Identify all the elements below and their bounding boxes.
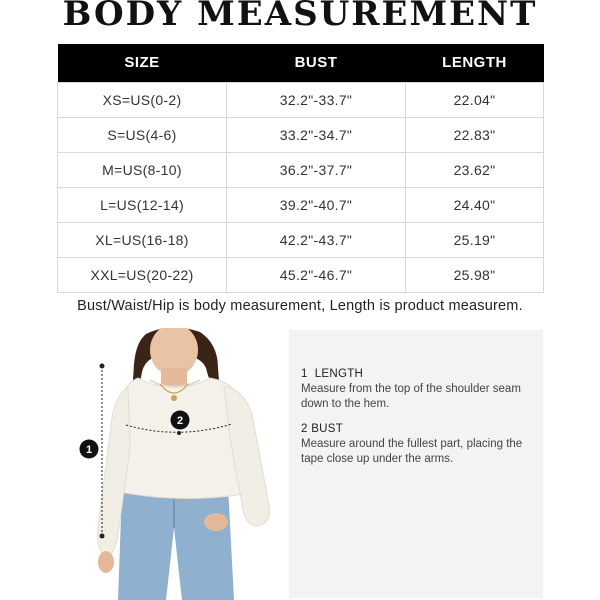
model-jeans bbox=[118, 486, 234, 600]
cell-size: XL=US(16-18) bbox=[58, 222, 227, 257]
guide-bust-heading bbox=[301, 422, 533, 437]
guide-bust bbox=[301, 422, 533, 467]
model-left-hand bbox=[98, 551, 114, 573]
cell-bust: 32.2"-33.7" bbox=[227, 82, 406, 117]
guide-length-heading bbox=[301, 367, 533, 382]
cell-length: 25.19" bbox=[406, 222, 544, 257]
cell-size: XXL=US(20-22) bbox=[58, 257, 227, 292]
header-length: LENGTH bbox=[406, 44, 544, 82]
table-row bbox=[58, 117, 544, 152]
table-row bbox=[58, 152, 544, 187]
guide-bust-label: BUST bbox=[311, 423, 344, 435]
cell-size: S=US(4-6) bbox=[58, 117, 227, 152]
header-size: SIZE bbox=[58, 44, 227, 82]
measurement-guide-panel bbox=[289, 330, 543, 598]
bust-center-dot bbox=[177, 431, 181, 435]
cell-bust: 39.2"-40.7" bbox=[227, 187, 406, 222]
table-row bbox=[58, 187, 544, 222]
table-header-row bbox=[58, 44, 544, 82]
guide-bust-number: 2 bbox=[301, 423, 308, 435]
guide-length bbox=[301, 367, 533, 412]
model-measurement-illustration bbox=[60, 328, 290, 600]
model-right-hand bbox=[204, 513, 228, 531]
guide-length-description: Measure from the top of the shoulder seam down to the hem. bbox=[301, 383, 521, 410]
cell-bust: 42.2"-43.7" bbox=[227, 222, 406, 257]
cell-bust: 36.2"-37.7" bbox=[227, 152, 406, 187]
cell-length: 22.04" bbox=[406, 82, 544, 117]
table-row bbox=[58, 82, 544, 117]
header-bust: BUST bbox=[227, 44, 406, 82]
cell-bust: 33.2"-34.7" bbox=[227, 117, 406, 152]
table-row bbox=[58, 222, 544, 257]
page-title: BODY MEASUREMENT bbox=[62, 0, 538, 34]
cell-size: M=US(8-10) bbox=[58, 152, 227, 187]
cell-length: 23.62" bbox=[406, 152, 544, 187]
cell-size: XS=US(0-2) bbox=[58, 82, 227, 117]
length-bottom-dot bbox=[100, 534, 105, 539]
cell-size: L=US(12-14) bbox=[58, 187, 227, 222]
guide-length-number: 1 bbox=[301, 368, 308, 380]
necklace-pendant bbox=[171, 395, 177, 401]
table-row bbox=[58, 257, 544, 292]
guide-length-label: LENGTH bbox=[314, 368, 364, 380]
cell-length: 24.40" bbox=[406, 187, 544, 222]
cell-length: 25.98" bbox=[406, 257, 544, 292]
guide-bust-description: Measure around the fullest part, placing the tape close up under the arms. bbox=[301, 438, 523, 465]
size-chart-table bbox=[57, 44, 544, 293]
bust-marker-number: 2 bbox=[176, 415, 184, 427]
length-marker-number: 1 bbox=[85, 444, 93, 456]
length-top-dot bbox=[100, 364, 105, 369]
cell-bust: 45.2"-46.7" bbox=[227, 257, 406, 292]
measurement-note: Bust/Waist/Hip is body measurement, Length is product measurem. bbox=[77, 298, 523, 314]
cell-length: 22.83" bbox=[406, 117, 544, 152]
